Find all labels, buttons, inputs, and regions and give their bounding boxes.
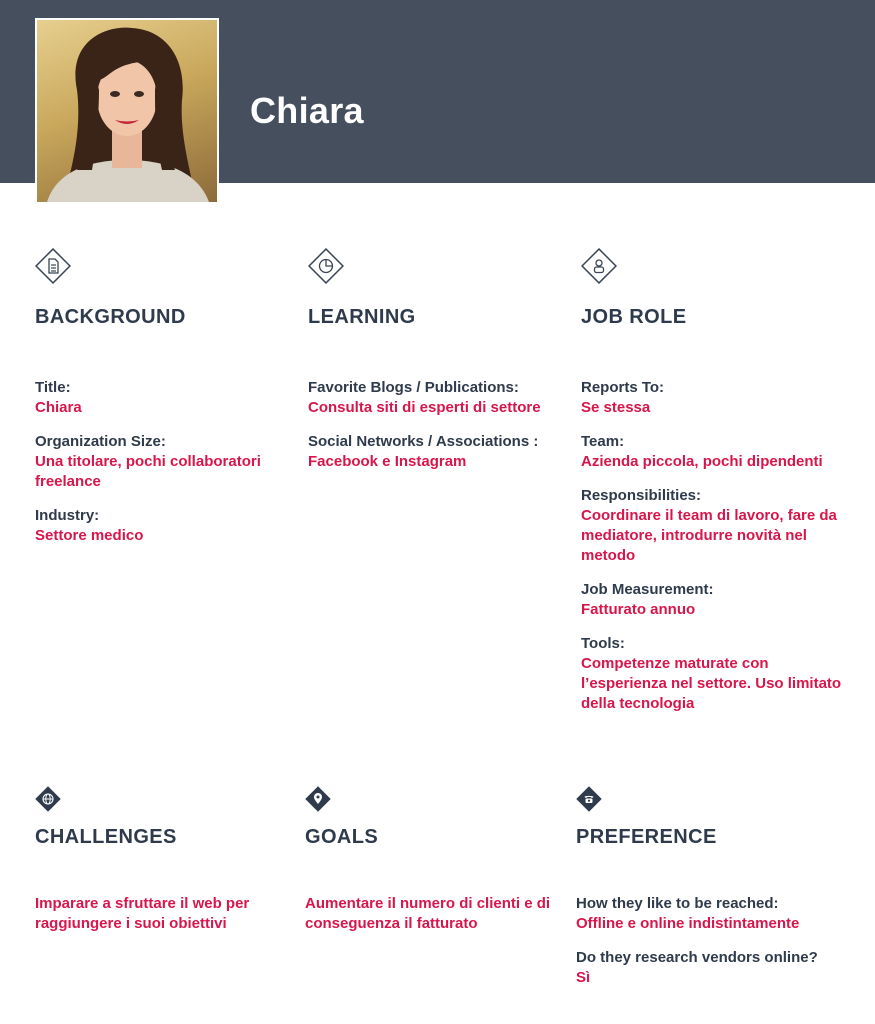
field-reach-preference: How they like to be reached: Offline e online indistintamente (576, 895, 800, 932)
field-responsibilities: Responsibilities: Coordinare il team di lavoro, fare da mediatore, introdurre novità nel metodo (581, 487, 837, 564)
globe-icon (35, 786, 61, 812)
field-social-networks: Social Networks / Associations : Facebook e Instagram (308, 433, 539, 470)
document-icon (35, 248, 71, 284)
background-section (35, 248, 300, 560)
field-organization-size: Organization Size: Una titolare, pochi collaboratori freelance (35, 433, 261, 490)
field-reports-to: Reports To: Se stessa (581, 379, 665, 416)
goals-text: Aumentare il numero di clienti e di conseguenza il fatturato (305, 895, 551, 932)
field-tools: Tools: Competenze maturate con l’esperienza nel settore. Uso limitato della tecnologia (581, 635, 842, 712)
field-team: Team: Azienda piccola, pochi dipendenti (581, 433, 823, 470)
goals-section (305, 786, 565, 934)
job-role-section (581, 248, 851, 728)
preference-title: PREFERENCE (576, 826, 717, 848)
field-favorite-blogs: Favorite Blogs / Publications: Consulta siti di esperti di settore (308, 379, 541, 416)
challenges-section (35, 786, 295, 934)
preference-section (576, 786, 856, 1002)
user-icon (581, 248, 617, 284)
learning-title: LEARNING (308, 306, 416, 328)
field-industry: Industry: Settore medico (35, 507, 144, 544)
avatar (35, 18, 219, 204)
pie-chart-icon (308, 248, 344, 284)
telephone-icon (576, 786, 602, 812)
learning-section (308, 248, 578, 486)
challenges-text: Imparare a sfruttare il web per raggiungere i suoi obiettivi (35, 895, 250, 932)
field-title: Title: Chiara (35, 379, 82, 416)
persona-name: Chiara (250, 90, 364, 131)
goals-title: GOALS (305, 826, 379, 848)
job-role-title: JOB ROLE (581, 306, 687, 328)
location-pin-icon (305, 786, 331, 812)
background-title: BACKGROUND (35, 306, 186, 328)
challenges-title: CHALLENGES (35, 826, 177, 848)
field-research-vendors: Do they research vendors online? Sì (576, 949, 818, 986)
field-job-measurement: Job Measurement: Fatturato annuo (581, 581, 714, 618)
